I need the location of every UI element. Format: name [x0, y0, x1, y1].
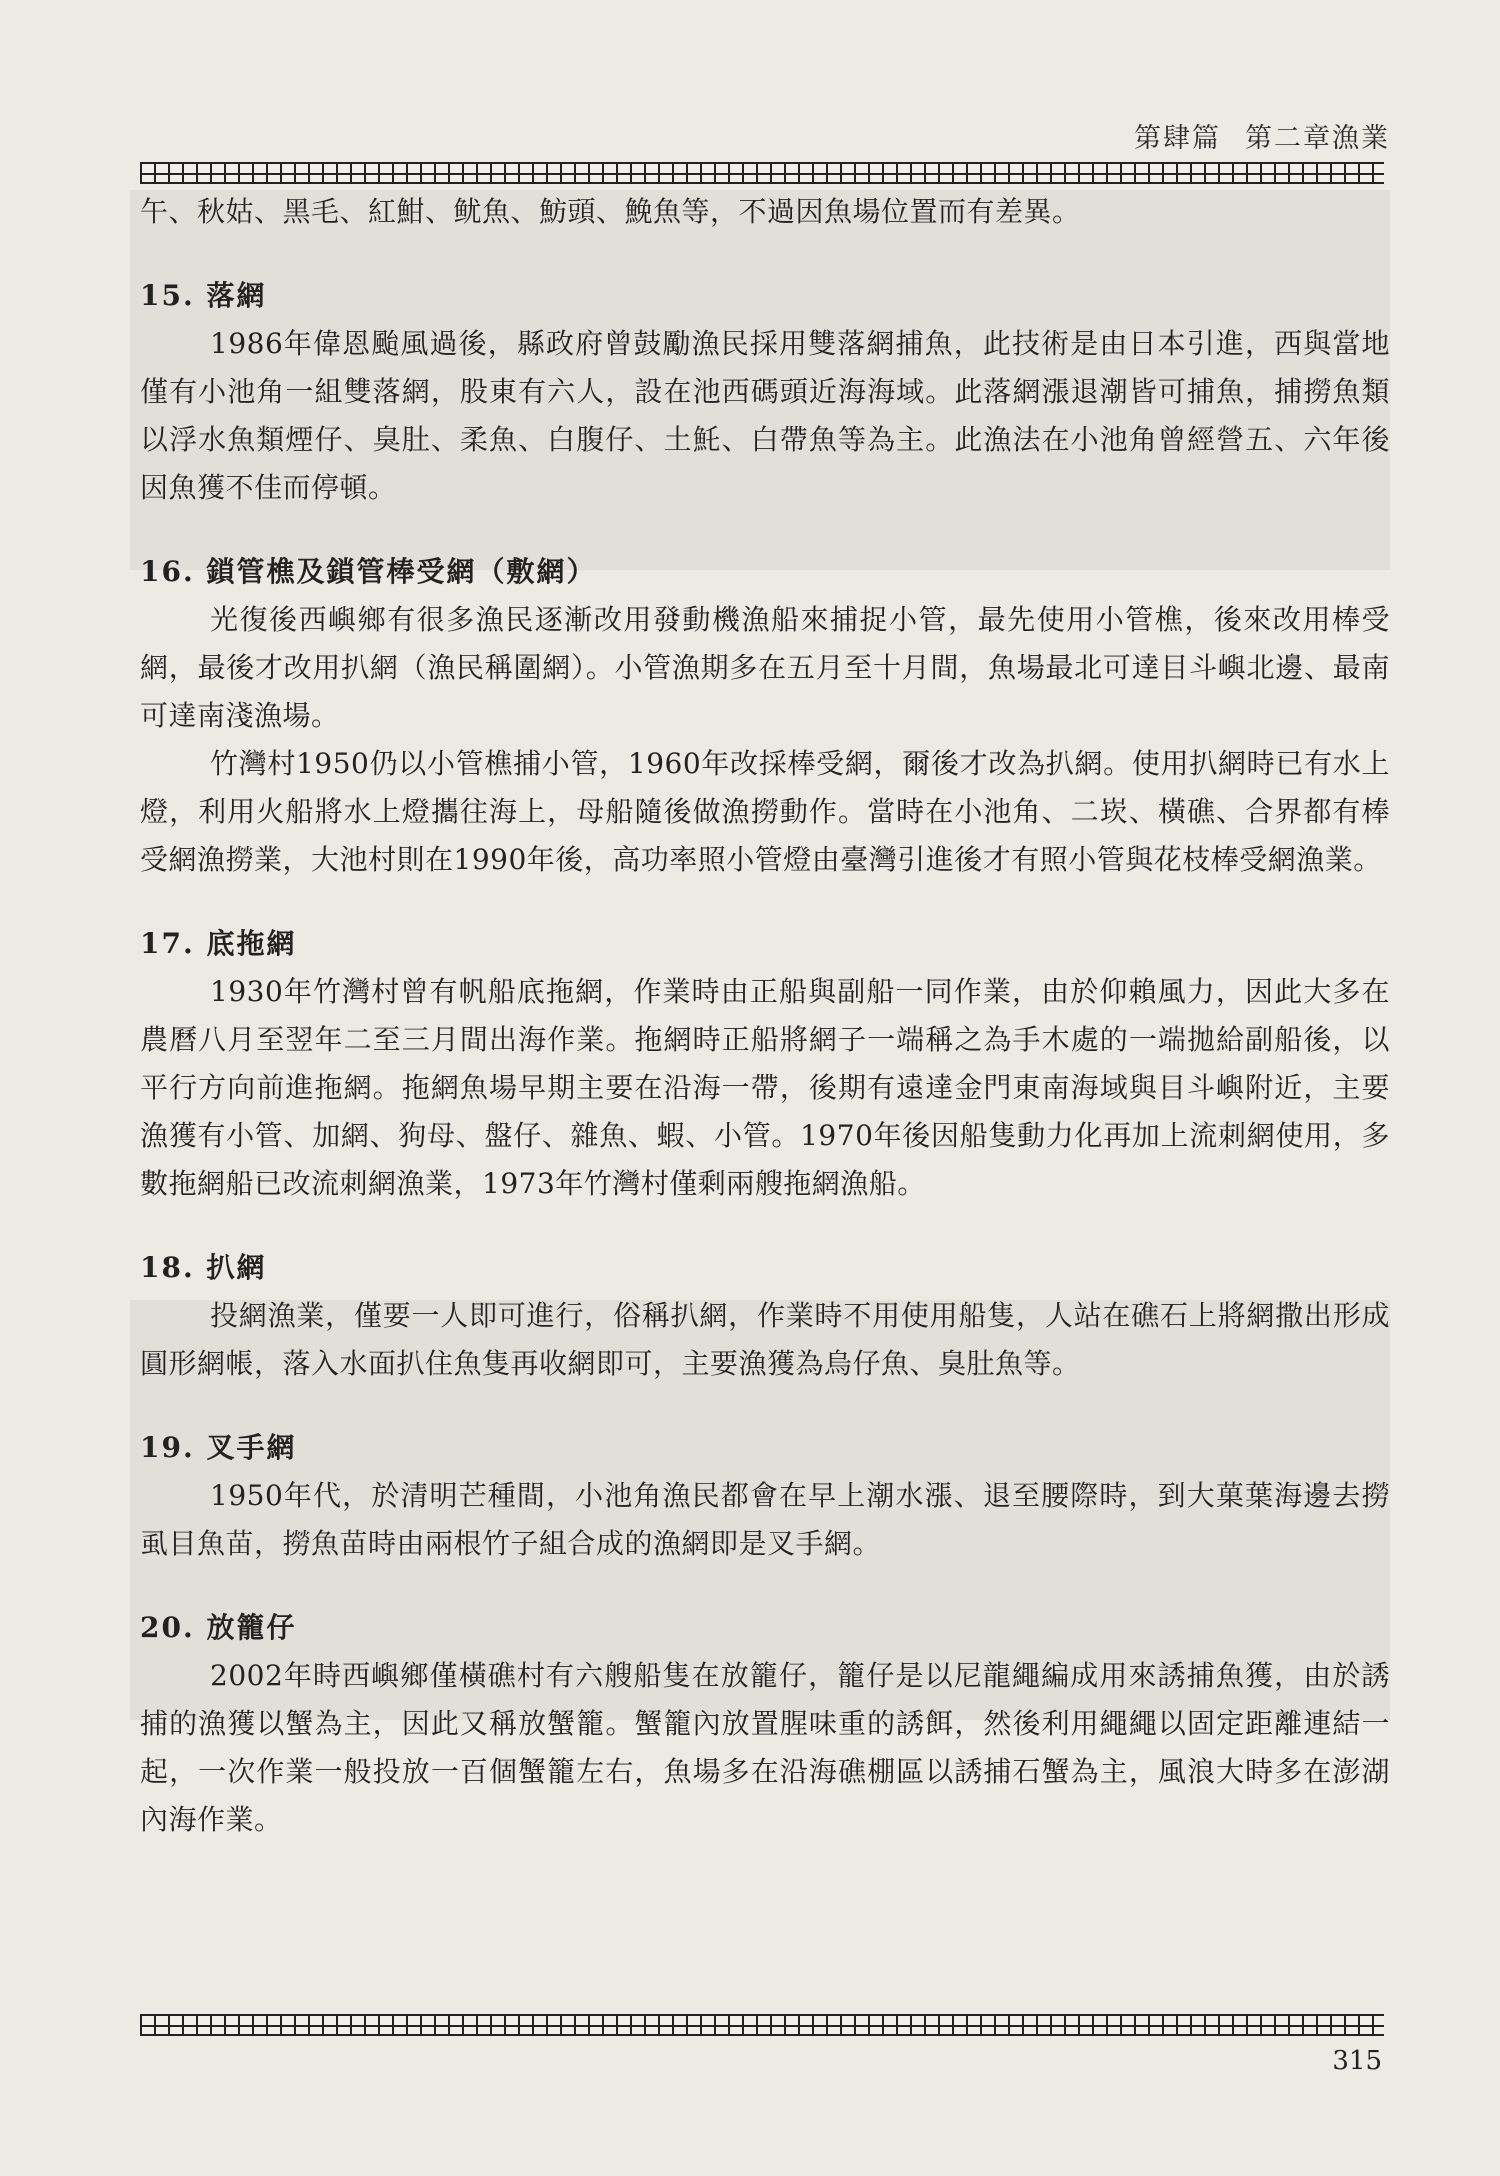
section-16	[140, 548, 1390, 884]
section-19	[140, 1424, 1390, 1568]
section-18	[140, 1244, 1390, 1388]
intro-continuation: 午、秋姑、黑毛、紅魽、鱿魚、魴頭、鮸魚等，不過因魚場位置而有差異。	[140, 195, 1081, 228]
paragraph: 2002年時西嶼鄉僅橫礁村有六艘船隻在放籠仔，籠仔是以尼龍繩編成用來誘捕魚獲，由於誘捕的漁獲以蟹為主，因此又稱放蟹籠。蟹籠內放置腥味重的誘餌，然後利用繩繩以固定距離連結一起，一次作業一般投放一百個蟹籠左右，魚場多在沿海礁棚區以誘捕石蟹為主，風浪大時多在澎湖內海作業。	[140, 1659, 1390, 1836]
header-part: 第肆篇	[1134, 123, 1221, 154]
section-15	[140, 272, 1390, 512]
section-heading: 16. 鎖管樵及鎖管棒受網（敷網）	[140, 555, 597, 588]
section-heading: 17. 底拖網	[140, 927, 297, 960]
running-header	[1134, 116, 1390, 155]
paragraph: 光復後西嶼鄉有很多漁民逐漸改用發動機漁船來捕捉小管，最先使用小管樵，後來改用棒受網，最後才改用扒網（漁民稱圍網）。小管漁期多在五月至十月間，魚場最北可達目斗嶼北邊、最南可達南淺漁場。	[140, 603, 1390, 732]
section-heading: 19. 叉手網	[140, 1431, 297, 1464]
paragraph: 1986年偉恩颱風過後，縣政府曾鼓勵漁民採用雙落網捕魚，此技術是由日本引進，西與當地僅有小池角一組雙落網，股東有六人，設在池西碼頭近海海域。此落網漲退潮皆可捕魚，捕撈魚類以浮水魚類煙仔、臭肚、柔魚、白腹仔、土魠、白帶魚等為主。此漁法在小池角曾經營五、六年後因魚獲不佳而停頓。	[140, 327, 1390, 504]
section-20	[140, 1604, 1390, 1844]
top-key-border	[140, 162, 1384, 184]
paragraph: 1950年代，於清明芒種間，小池角漁民都會在早上潮水漲、退至腰際時，到大菓葉海邊去撈虱目魚苗，撈魚苗時由兩根竹子組合成的漁網即是叉手網。	[140, 1479, 1390, 1560]
bottom-key-border	[140, 2014, 1384, 2036]
section-heading: 18. 扒網	[140, 1251, 267, 1284]
paragraph: 1930年竹灣村曾有帆船底拖網，作業時由正船與副船一同作業，由於仰賴風力，因此大多在農曆八月至翌年二至三月間出海作業。拖網時正船將網子一端稱之為手木處的一端拋給副船後，以平行方向前進拖網。拖網魚場早期主要在沿海一帶，後期有遠達金門東南海域與目斗嶼附近，主要漁獲有小管、加網、狗母、盤仔、雜魚、蝦、小管。1970年後因船隻動力化再加上流刺網使用，多數拖網船已改流刺網漁業，1973年竹灣村僅剩兩艘拖網漁船。	[140, 975, 1390, 1200]
page-body	[140, 188, 1390, 1844]
header-chapter: 第二章漁業	[1245, 123, 1390, 154]
section-17	[140, 920, 1390, 1208]
section-heading: 15. 落網	[140, 279, 267, 312]
paragraph: 投網漁業，僅要一人即可進行，俗稱扒網，作業時不用使用船隻，人站在礁石上將網撒出形成圓形網帳，落入水面扒住魚隻再收網即可，主要漁獲為烏仔魚、臭肚魚等。	[140, 1299, 1390, 1380]
paragraph: 竹灣村1950仍以小管樵捕小管，1960年改採棒受網，爾後才改為扒網。使用扒網時已有水上燈，利用火船將水上燈攜往海上，母船隨後做漁撈動作。當時在小池角、二崁、橫礁、合界都有棒受網漁撈業，大池村則在1990年後，高功率照小管燈由臺灣引進後才有照小管與花枝棒受網漁業。	[140, 747, 1390, 876]
section-heading: 20. 放籠仔	[140, 1611, 297, 1644]
page-number: 315	[1332, 2046, 1382, 2076]
